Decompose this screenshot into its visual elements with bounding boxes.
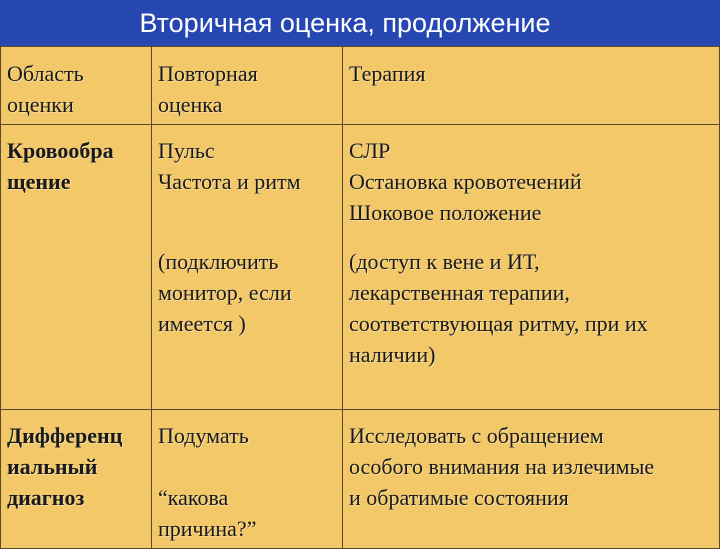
reassess-line: Частота и ритм (158, 169, 301, 194)
assessment-table (0, 46, 720, 549)
spacer (158, 228, 338, 246)
therapy-note-line: наличии) (349, 342, 436, 367)
therapy-line: и обратимые состояния (349, 485, 569, 510)
slide-title: Вторичная оценка, продолжение (139, 8, 551, 38)
header-area (1, 47, 152, 125)
row-reassessment-diagnosis (152, 410, 343, 549)
therapy-note-line: (доступ к вене и ИТ, (349, 249, 540, 274)
blank-line (158, 451, 338, 482)
row-therapy-circulation (343, 125, 720, 410)
therapy-line: особого внимания на излечимые (349, 454, 655, 479)
header-reassessment-line: оценка (158, 92, 223, 117)
header-reassessment (152, 47, 343, 125)
row-area-diagnosis (1, 410, 152, 549)
therapy-note-line: лекарственная терапии, (349, 280, 570, 305)
area-line: Кровообра (7, 138, 114, 163)
table-row (1, 410, 720, 549)
reassess-note-line: монитор, если (158, 280, 292, 305)
header-therapy (343, 47, 720, 125)
therapy-line: Шоковое положение (349, 200, 542, 225)
area-line: диагноз (7, 485, 85, 510)
row-therapy-diagnosis (343, 410, 720, 549)
table-row (1, 125, 720, 410)
spacer (349, 228, 715, 246)
therapy-line: СЛР (349, 138, 391, 163)
header-reassessment-line: Повторная (158, 61, 258, 86)
header-therapy-line: Терапия (349, 61, 426, 86)
header-area-line: оценки (7, 92, 74, 117)
therapy-line: Исследовать с обращением (349, 423, 604, 448)
table-header-row (1, 47, 720, 125)
header-area-line: Область (7, 61, 84, 86)
reassess-line: Пульс (158, 138, 215, 163)
reassess-note-line: “какова (158, 485, 229, 510)
row-reassessment-circulation (152, 125, 343, 410)
area-line: щение (7, 169, 71, 194)
area-line: Дифференц (7, 423, 123, 448)
therapy-note-line: соответствующая ритму, при их (349, 311, 648, 336)
reassess-note-line: причина?” (158, 516, 257, 541)
assessment-table-container (0, 46, 720, 540)
reassess-line: Подумать (158, 423, 249, 448)
reassess-note-line: имеется ) (158, 311, 246, 336)
row-area-circulation (1, 125, 152, 410)
area-line: иальный (7, 454, 98, 479)
blank-line (158, 197, 338, 228)
therapy-line: Остановка кровотечений (349, 169, 582, 194)
reassess-note-line: (подключить (158, 249, 279, 274)
